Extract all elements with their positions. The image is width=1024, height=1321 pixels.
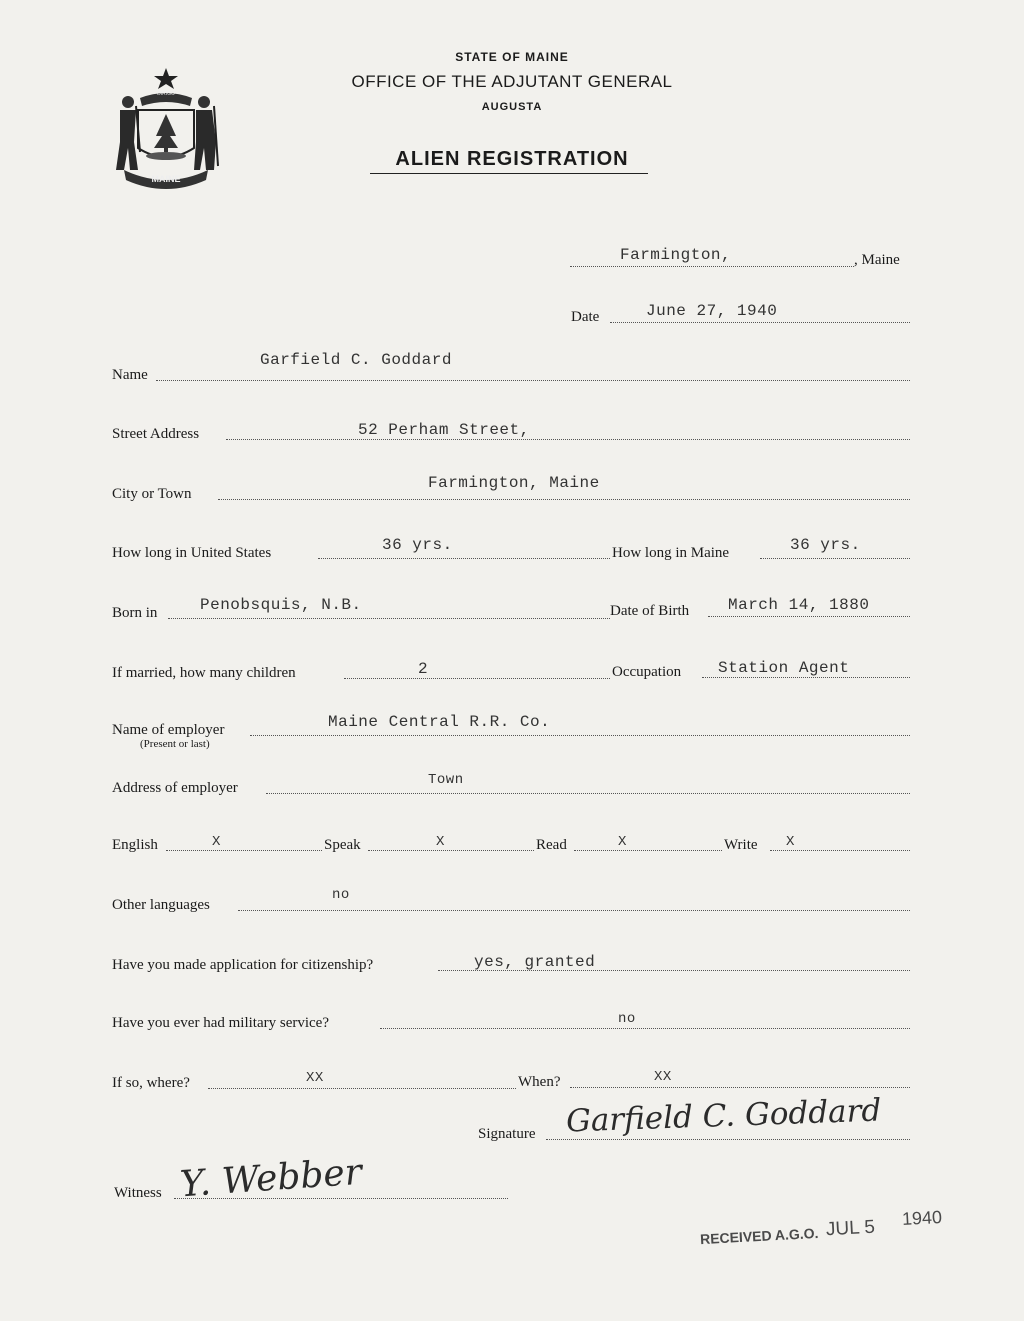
write-value: X: [786, 834, 795, 850]
us-duration-value: 36 yrs.: [382, 536, 453, 554]
military-label: Have you ever had military service?: [112, 1015, 329, 1031]
city-heading: AUGUSTA: [481, 101, 543, 113]
children-line: [344, 678, 610, 679]
citizenship-label: Have you made application for citizenship?: [112, 957, 374, 973]
english-label: English: [112, 837, 158, 853]
city-line: [218, 499, 910, 500]
street-value: 52 Perham Street,: [358, 421, 530, 439]
employer-address-value: Town: [428, 772, 464, 788]
form-title: ALIEN REGISTRATION: [395, 148, 629, 170]
place-suffix-label: , Maine: [854, 252, 900, 268]
us-duration-line: [318, 558, 610, 559]
received-stamp-year: 1940: [901, 1206, 943, 1230]
other-languages-line: [238, 910, 910, 911]
name-value: Garfield C. Goddard: [260, 351, 452, 369]
title-underline: [370, 173, 648, 174]
born-in-line: [168, 618, 610, 619]
occupation-label: Occupation: [612, 664, 682, 680]
employer-address-line: [266, 793, 910, 794]
children-label: If married, how many children: [112, 665, 296, 681]
street-label: Street Address: [112, 426, 200, 442]
witness-handwriting: Y. Webber: [178, 1151, 364, 1206]
speak-line: [368, 850, 534, 851]
employer-label: Name of employer: [112, 722, 225, 738]
other-languages-value: no: [332, 887, 350, 903]
place-line: [570, 266, 854, 267]
date-label: Date: [571, 309, 600, 325]
occupation-value: Station Agent: [718, 659, 850, 677]
received-stamp-date: JUL 5: [825, 1216, 876, 1241]
citizenship-value: yes, granted: [474, 953, 596, 971]
when-line: [570, 1087, 910, 1088]
born-in-value: Penobsquis, N.B.: [200, 596, 362, 614]
signature-handwriting: Garfield C. Goddard: [565, 1092, 882, 1140]
where-label: If so, where?: [112, 1075, 190, 1091]
maine-duration-value: 36 yrs.: [790, 536, 861, 554]
when-label: When?: [518, 1074, 561, 1090]
employer-sublabel: (Present or last): [140, 738, 210, 750]
seal-motto-text: DIRIGO: [157, 91, 175, 97]
date-value: June 27, 1940: [646, 302, 778, 320]
office-heading: OFFICE OF THE ADJUTANT GENERAL: [351, 72, 673, 91]
us-duration-label: How long in United States: [112, 545, 272, 561]
street-line: [226, 439, 910, 440]
date-line: [610, 322, 910, 323]
speak-value: X: [436, 834, 445, 850]
witness-label: Witness: [114, 1185, 162, 1201]
speak-label: Speak: [324, 837, 361, 853]
dob-line: [708, 616, 910, 617]
state-of-maine-seal-icon: [110, 62, 222, 192]
seal-banner-text: MAINE: [151, 174, 181, 184]
english-line: [166, 850, 322, 851]
maine-duration-label: How long in Maine: [612, 545, 730, 561]
write-line: [770, 850, 910, 851]
born-in-label: Born in: [112, 605, 158, 621]
occupation-line: [702, 677, 910, 678]
city-value: Farmington, Maine: [428, 474, 600, 492]
military-value: no: [618, 1011, 636, 1027]
military-line: [380, 1028, 910, 1029]
read-label: Read: [536, 837, 567, 853]
employer-line: [250, 735, 910, 736]
dob-value: March 14, 1880: [728, 596, 870, 614]
name-label: Name: [112, 367, 148, 383]
english-value: X: [212, 834, 221, 850]
read-line: [574, 850, 722, 851]
name-line: [156, 380, 910, 381]
signature-label: Signature: [478, 1126, 536, 1142]
other-languages-label: Other languages: [112, 897, 210, 913]
when-value: XX: [654, 1069, 672, 1085]
where-value: XX: [306, 1070, 324, 1086]
read-value: X: [618, 834, 627, 850]
employer-address-label: Address of employer: [112, 780, 238, 796]
write-label: Write: [724, 837, 758, 853]
place-value: Farmington,: [620, 246, 732, 264]
employer-value: Maine Central R.R. Co.: [328, 713, 551, 731]
dob-label: Date of Birth: [610, 603, 690, 619]
state-heading: STATE OF MAINE: [455, 50, 569, 64]
children-value: 2: [418, 660, 429, 678]
where-line: [208, 1088, 516, 1089]
received-stamp-text: RECEIVED A.G.O.: [699, 1224, 819, 1248]
maine-duration-line: [760, 558, 910, 559]
city-label: City or Town: [112, 486, 192, 502]
signature-line: [546, 1139, 910, 1140]
